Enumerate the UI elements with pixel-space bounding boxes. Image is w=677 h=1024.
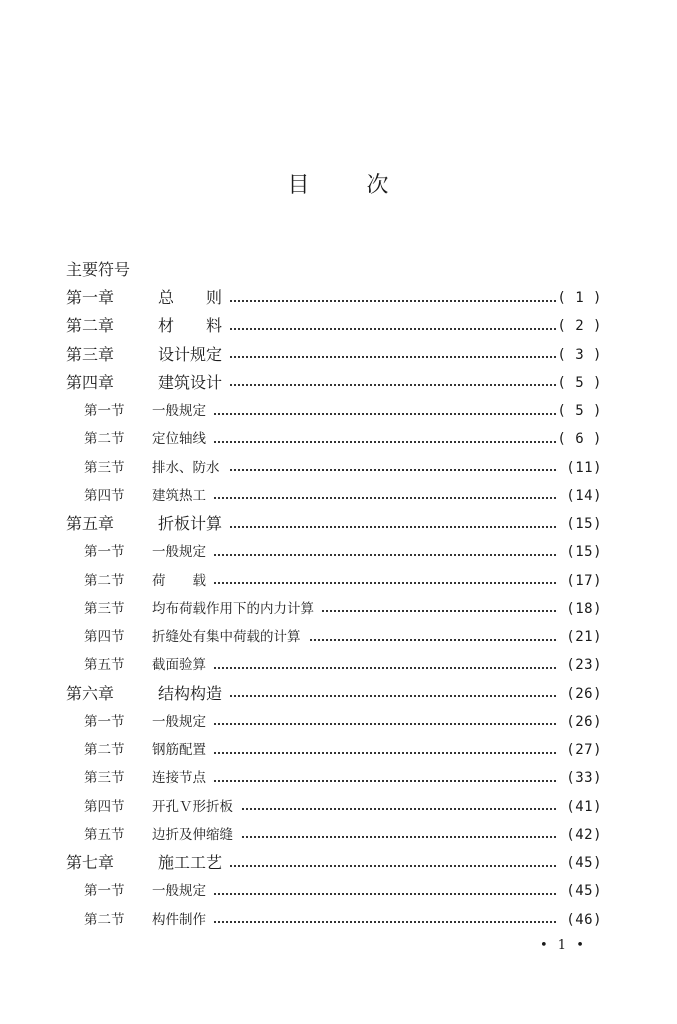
toc-entry-title: 一般规定	[152, 538, 206, 566]
toc-entry-title: 结构构造	[158, 680, 222, 708]
toc-entry-number: 第一章	[66, 284, 114, 312]
toc-section-entry[interactable]	[66, 538, 606, 566]
toc-entry-title: 荷 载	[152, 567, 206, 595]
toc-chapter-entry[interactable]	[66, 312, 606, 340]
toc-entry-title: 一般规定	[152, 708, 206, 736]
toc-entry-title: 定位轴线	[152, 425, 206, 453]
toc-entry-page: ( 6 )	[557, 431, 602, 448]
toc-section-entry[interactable]	[66, 708, 606, 736]
toc-section-entry[interactable]	[66, 793, 606, 821]
toc-entry-page: (14)	[566, 487, 602, 504]
toc-section-entry[interactable]	[66, 567, 606, 595]
toc-section-entry[interactable]	[66, 906, 606, 934]
toc-entry-title: 一般规定	[152, 397, 206, 425]
toc-entry-page: (11)	[566, 459, 602, 476]
toc-entry-number: 第六章	[66, 680, 114, 708]
toc-entry-page: (45)	[566, 855, 602, 871]
toc-entry-page: (23)	[566, 657, 602, 674]
toc-entry-title: 开孔Ｖ形折板	[152, 793, 233, 821]
toc-entry-page: ( 5 )	[557, 374, 602, 391]
toc-entry-number: 第二节	[84, 906, 125, 934]
toc-entry-number: 第三节	[84, 595, 125, 623]
toc-entry-number: 第二章	[66, 312, 114, 340]
toc-entry-title: 材 料	[158, 312, 222, 340]
toc-entry-title: 一般规定	[152, 877, 206, 905]
toc-entry-number: 第五节	[84, 651, 125, 679]
toc-section-entry[interactable]	[66, 482, 606, 510]
toc-section-entry[interactable]	[66, 821, 606, 849]
toc-entry-title: 钢筋配置	[152, 736, 206, 764]
toc-entry-title: 设计规定	[158, 341, 222, 369]
toc-chapter-entry[interactable]	[66, 369, 606, 397]
toc-entry-title: 截面验算	[152, 651, 206, 679]
toc-section-entry[interactable]	[66, 764, 606, 792]
toc-entry-title: 总 则	[158, 284, 222, 312]
title-char-2: 次	[366, 173, 390, 198]
table-of-contents	[66, 256, 606, 934]
toc-entry-title: 构件制作	[152, 906, 206, 934]
toc-entry-title: 均布荷载作用下的内力计算	[152, 595, 314, 623]
toc-section-entry[interactable]	[66, 623, 606, 651]
toc-entry-page: (26)	[566, 713, 602, 730]
symbols-heading: 主要符号	[66, 260, 131, 279]
toc-entry-number: 第五章	[66, 510, 114, 538]
toc-entry-number: 第七章	[66, 849, 114, 877]
toc-chapter-entry[interactable]	[66, 680, 606, 708]
toc-section-entry[interactable]	[66, 651, 606, 679]
toc-entry-page: (33)	[566, 770, 602, 787]
toc-entry-title: 建筑热工	[152, 482, 206, 510]
toc-entry-page: (26)	[566, 685, 602, 702]
toc-entry-number: 第三节	[84, 454, 125, 482]
toc-section-entry[interactable]	[66, 425, 606, 453]
toc-entry-page: (17)	[566, 572, 602, 589]
toc-section-entry[interactable]	[66, 454, 606, 482]
toc-entry-number: 第二节	[84, 736, 125, 764]
toc-entry-number: 第四章	[66, 369, 114, 397]
toc-section-entry[interactable]	[66, 595, 606, 623]
toc-entry-number: 第二节	[84, 567, 125, 595]
toc-entry-number: 第三节	[84, 764, 125, 792]
toc-entry-page: ( 2 )	[557, 318, 602, 335]
toc-entry-page: (15)	[566, 516, 602, 532]
toc-entry-title: 建筑设计	[158, 369, 222, 397]
toc-section-entry[interactable]	[66, 736, 606, 764]
toc-entry-number: 第四节	[84, 793, 125, 821]
toc-entry-number: 第三章	[66, 341, 114, 369]
toc-entry-number: 第一节	[84, 877, 125, 905]
toc-chapter-entry[interactable]	[66, 510, 606, 538]
toc-entry-number: 第一节	[84, 538, 125, 566]
toc-entry-page: (18)	[566, 600, 602, 617]
toc-entry-page: (15)	[566, 544, 602, 561]
toc-entry-page: ( 3 )	[557, 346, 602, 363]
toc-entry-title: 排水、防水	[152, 454, 220, 482]
toc-entry-title: 边折及伸缩缝	[152, 821, 233, 849]
toc-entry-page: (46)	[566, 911, 602, 928]
toc-entry-page: (27)	[566, 742, 602, 758]
toc-section-entry[interactable]	[66, 877, 606, 905]
toc-entry-number: 第四节	[84, 482, 125, 510]
toc-entry-page: ( 5 )	[557, 403, 602, 419]
toc-entry-page: (41)	[566, 798, 602, 815]
toc-entry-title: 折缝处有集中荷载的计算	[152, 623, 301, 651]
toc-entry-title: 施工工艺	[158, 849, 222, 877]
toc-list	[66, 284, 606, 934]
toc-entry-page: (45)	[566, 883, 602, 900]
toc-entry-page: (21)	[566, 629, 602, 645]
toc-entry-number: 第一节	[84, 708, 125, 736]
page-number: • 1 •	[540, 938, 587, 953]
page-title	[0, 168, 677, 199]
toc-chapter-entry[interactable]	[66, 341, 606, 369]
toc-entry-title: 连接节点	[152, 764, 206, 792]
toc-entry-number: 第一节	[84, 397, 125, 425]
toc-entry-page: (42)	[566, 826, 602, 843]
toc-entry-number: 第五节	[84, 821, 125, 849]
toc-entry-page: ( 1 )	[557, 290, 602, 306]
toc-chapter-entry[interactable]	[66, 284, 606, 312]
toc-section-entry[interactable]	[66, 397, 606, 425]
toc-entry-title: 折板计算	[158, 510, 222, 538]
toc-entry-number: 第二节	[84, 425, 125, 453]
title-char-1: 目	[287, 173, 311, 198]
toc-chapter-entry[interactable]	[66, 849, 606, 877]
toc-entry-number: 第四节	[84, 623, 125, 651]
